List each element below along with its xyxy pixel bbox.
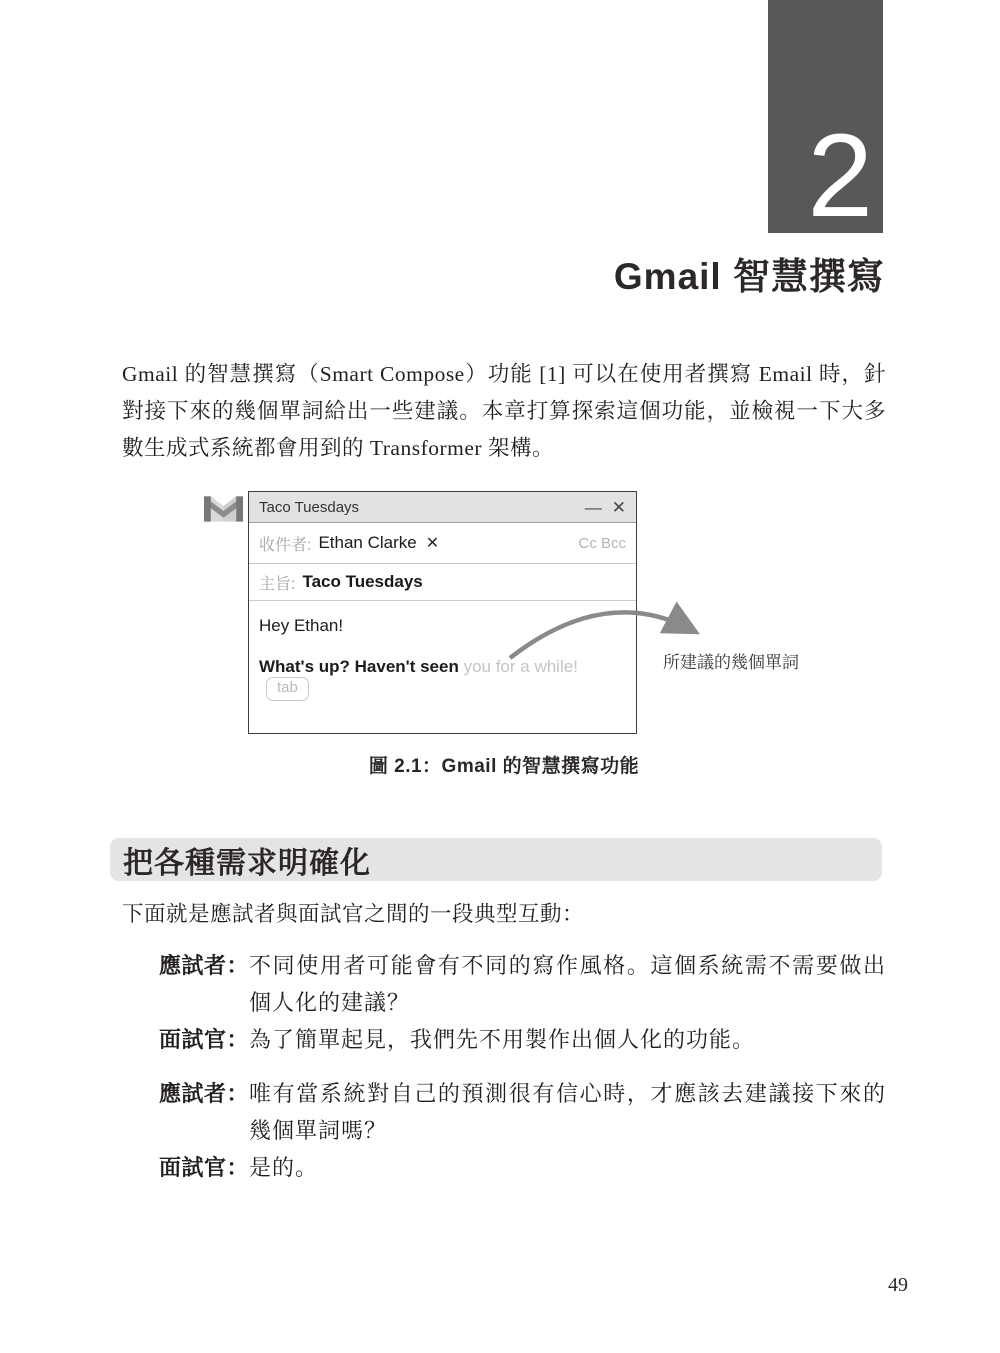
dialogue-text: 為了簡單起見，我們先不用製作出個人化的功能。 [249,1027,756,1052]
dialogue-row [159,1149,886,1186]
remove-recipient-icon[interactable]: ✕ [425,535,440,552]
recipient-row[interactable] [249,523,636,564]
body-greeting: Hey Ethan! [259,616,344,635]
window-controls [585,499,626,516]
chapter-number: 2 [807,109,873,242]
minimize-icon[interactable]: — [584,497,602,517]
section-lead: 下面就是應試者與面試官之間的一段典型互動： [122,902,585,926]
page-number: 49 [888,1274,908,1296]
dialogue-row [159,1075,886,1149]
dialogue-row [159,1021,886,1058]
annotation-label: 所建議的幾個單詞 [663,653,799,672]
compose-titlebar [249,492,636,523]
section-heading: 把各種需求明確化 [123,846,371,880]
dialogue-speaker: 面試官： [159,1155,250,1180]
gmail-logo-icon [204,493,243,523]
chapter-title: Gmail 智慧撰寫 [613,256,885,297]
tab-key[interactable]: tab [266,677,309,701]
recipient-label: 收件者: [259,536,312,554]
section-heading-bar [110,838,882,881]
subject-value: Taco Tuesdays [302,572,423,591]
dialogue-speaker: 應試者： [159,1081,250,1106]
close-icon[interactable]: ✕ [611,497,626,517]
recipient-chip: Ethan Clarke [318,533,417,552]
chapter-number-block [768,0,883,242]
figure-caption: 圖 2.1：Gmail 的智慧撰寫功能 [368,756,640,777]
cc-bcc-toggle[interactable]: Cc Bcc [578,534,626,552]
dialogue-text: 唯有當系統對自己的預測很有信心時，才應該去建議接下來的幾個單詞嗎？ [249,1081,886,1143]
typed-text: What's up? Haven't seen [259,657,464,676]
dialogue-row [159,947,886,1021]
subject-label: 主旨: [259,575,296,593]
dialogue-text: 不同使用者可能會有不同的寫作風格。這個系統需不需要做出個人化的建議？ [249,953,886,1015]
dialogue-speaker: 應試者： [159,953,250,978]
dialogue-text: 是的。 [249,1155,319,1180]
dialogue-list [159,947,886,1186]
intro-paragraph: Gmail 的智慧撰寫（Smart Compose）功能 [1] 可以在使用者撰寫 Email 時，針對接下來的幾個單詞給出一些建議。本章打算探索這個功能，並檢視一下大多數生成式系統都會用到的 Transformer 架構。 [122,362,886,460]
dialogue-speaker: 面試官： [159,1027,250,1052]
compose-title: Taco Tuesdays [259,498,360,516]
suggested-text: you for a while! [463,657,578,676]
